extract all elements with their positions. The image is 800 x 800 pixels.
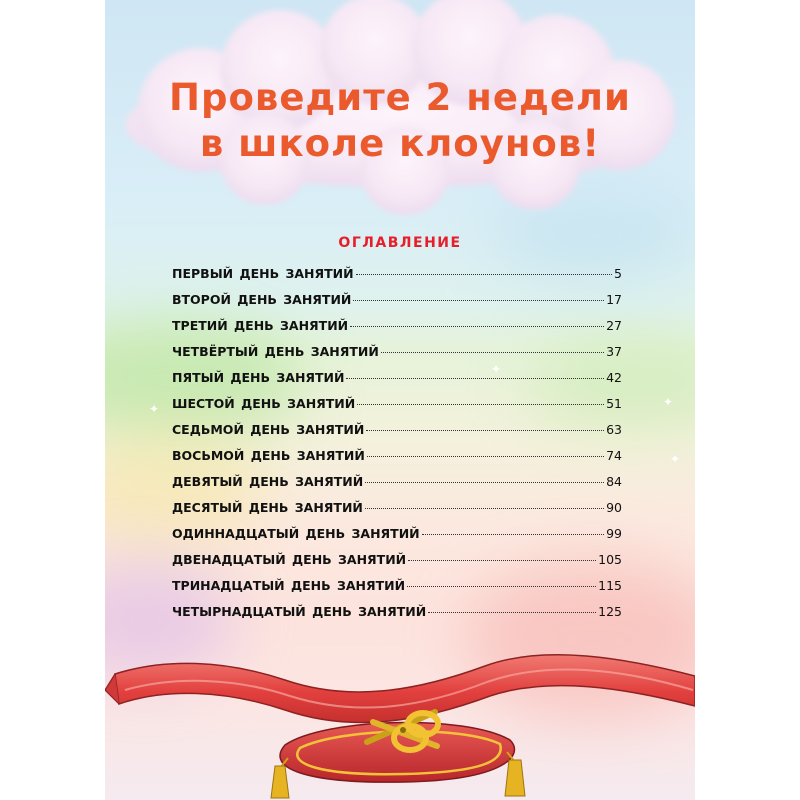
toc-leader-dots — [422, 534, 604, 535]
toc-entry-page: 115 — [598, 578, 622, 593]
toc-leader-dots — [366, 430, 604, 431]
toc-entry-page: 74 — [606, 448, 622, 463]
toc-entry — [172, 422, 622, 448]
toc-entry-label: ВОСЬМОЙ ДЕНЬ ЗАНЯТИЙ — [172, 448, 365, 463]
table-of-contents — [172, 266, 622, 630]
toc-leader-dots — [381, 352, 604, 353]
sparkle-icon: ✦ — [670, 452, 681, 466]
toc-entry — [172, 604, 622, 630]
toc-entry — [172, 552, 622, 578]
toc-entry-page: 84 — [606, 474, 622, 489]
toc-leader-dots — [407, 586, 596, 587]
toc-entry-label: ШЕСТОЙ ДЕНЬ ЗАНЯТИЙ — [172, 396, 356, 411]
toc-entry-label: ДЕСЯТЫЙ ДЕНЬ ЗАНЯТИЙ — [172, 500, 363, 515]
toc-entry-page: 105 — [598, 552, 622, 567]
toc-entry-label: ЧЕТВЁРТЫЙ ДЕНЬ ЗАНЯТИЙ — [172, 344, 379, 359]
toc-entry-page: 125 — [598, 604, 622, 619]
toc-entry-label: ДВЕНАДЦАТЫЙ ДЕНЬ ЗАНЯТИЙ — [172, 552, 407, 567]
book-page — [105, 0, 695, 800]
toc-leader-dots — [353, 300, 604, 301]
toc-leader-dots — [346, 378, 604, 379]
ribbon-band — [105, 655, 695, 723]
toc-leader-dots — [408, 560, 596, 561]
toc-entry-page: 51 — [606, 396, 622, 411]
toc-entry-label: ОДИННАДЦАТЫЙ ДЕНЬ ЗАНЯТИЙ — [172, 526, 420, 541]
sparkle-icon: ✦ — [663, 395, 674, 409]
toc-entry-label: ТРИНАДЦАТЫЙ ДЕНЬ ЗАНЯТИЙ — [172, 578, 406, 593]
toc-entry — [172, 396, 622, 422]
toc-entry-page: 37 — [606, 344, 622, 359]
toc-entry-label: СЕДЬМОЙ ДЕНЬ ЗАНЯТИЙ — [172, 422, 365, 437]
toc-entry — [172, 292, 622, 318]
toc-leader-dots — [365, 508, 604, 509]
sparkle-icon: ✦ — [491, 362, 502, 376]
toc-entry-page: 90 — [606, 500, 622, 515]
toc-entry — [172, 266, 622, 292]
toc-leader-dots — [428, 612, 596, 613]
toc-leader-dots — [365, 482, 604, 483]
page-title-line1: Проведите 2 недели — [169, 76, 631, 119]
toc-entry-page: 42 — [606, 370, 622, 385]
toc-entry-label: ПЕРВЫЙ ДЕНЬ ЗАНЯТИЙ — [172, 266, 354, 281]
toc-entry — [172, 474, 622, 500]
toc-entry-label: ВТОРОЙ ДЕНЬ ЗАНЯТИЙ — [172, 292, 352, 307]
toc-entry — [172, 448, 622, 474]
toc-entry — [172, 344, 622, 370]
toc-entry — [172, 526, 622, 552]
toc-entry-page: 99 — [606, 526, 622, 541]
sparkle-icon: ✦ — [149, 402, 160, 416]
page-title-line2: в школе клоунов! — [199, 122, 601, 165]
toc-leader-dots — [356, 274, 612, 275]
toc-entry-page: 27 — [606, 318, 622, 333]
toc-entry-label: ПЯТЫЙ ДЕНЬ ЗАНЯТИЙ — [172, 370, 345, 385]
ribbon-icon — [105, 630, 695, 800]
toc-leader-dots — [357, 404, 604, 405]
toc-entry — [172, 370, 622, 396]
toc-leader-dots — [367, 456, 604, 457]
toc-entry — [172, 318, 622, 344]
toc-entry-page: 63 — [606, 422, 622, 437]
toc-entry-page: 17 — [606, 292, 622, 307]
toc-entry-label: ТРЕТИЙ ДЕНЬ ЗАНЯТИЙ — [172, 318, 349, 333]
toc-heading: оглавление — [338, 228, 462, 252]
toc-entry-label: ЧЕТЫРНАДЦАТЫЙ ДЕНЬ ЗАНЯТИЙ — [172, 604, 427, 619]
toc-leader-dots — [350, 326, 604, 327]
toc-entry-label: ДЕВЯТЫЙ ДЕНЬ ЗАНЯТИЙ — [172, 474, 364, 489]
toc-entry — [172, 500, 622, 526]
toc-entry — [172, 578, 622, 604]
toc-entry-page: 5 — [614, 266, 622, 281]
